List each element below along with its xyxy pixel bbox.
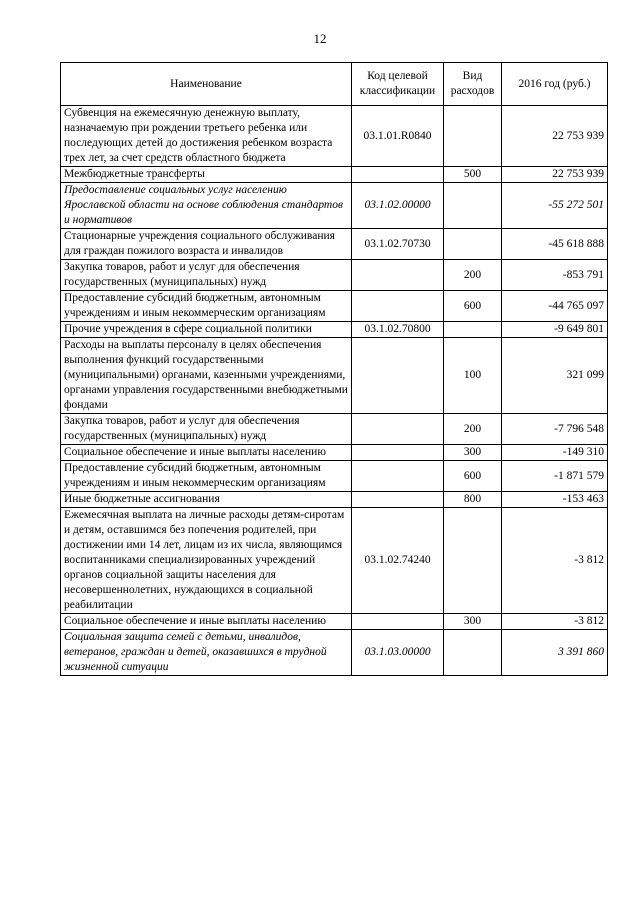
cell-type: 200 — [444, 260, 502, 291]
cell-type — [444, 322, 502, 338]
cell-type — [444, 106, 502, 167]
cell-type: 600 — [444, 291, 502, 322]
table-row — [61, 322, 608, 338]
cell-code: 03.1.03.00000 — [352, 630, 444, 676]
cell-name: Прочие учреждения в сфере социальной политики — [61, 322, 352, 338]
cell-sum: -1 871 579 — [502, 461, 608, 492]
table-row — [61, 461, 608, 492]
cell-code: 03.1.02.70730 — [352, 229, 444, 260]
cell-code — [352, 338, 444, 414]
cell-name: Межбюджетные трансферты — [61, 167, 352, 183]
cell-code: 03.1.02.74240 — [352, 508, 444, 614]
cell-code — [352, 260, 444, 291]
table-header-row — [61, 63, 608, 106]
cell-name: Иные бюджетные ассигнования — [61, 492, 352, 508]
cell-sum: 3 391 860 — [502, 630, 608, 676]
table-row — [61, 183, 608, 229]
cell-type — [444, 508, 502, 614]
table-row — [61, 229, 608, 260]
header-type: Вид расходов — [444, 63, 502, 106]
cell-code: 03.1.02.70800 — [352, 322, 444, 338]
cell-code — [352, 492, 444, 508]
cell-name: Субвенция на ежемесячную денежную выплату, назначаемую при рождении третьего ребенка или последующих детей до достижения ребенком возраста трех лет, за счет средств областного бюджета — [61, 106, 352, 167]
table-row — [61, 106, 608, 167]
cell-name: Закупка товаров, работ и услуг для обеспечения государственных (муниципальных) нужд — [61, 414, 352, 445]
cell-sum: -44 765 097 — [502, 291, 608, 322]
header-name: Наименование — [61, 63, 352, 106]
table-row — [61, 338, 608, 414]
table-row — [61, 414, 608, 445]
table-row — [61, 167, 608, 183]
cell-code — [352, 414, 444, 445]
table-row — [61, 260, 608, 291]
cell-name: Социальное обеспечение и иные выплаты населению — [61, 614, 352, 630]
budget-table — [60, 62, 608, 676]
cell-sum: -45 618 888 — [502, 229, 608, 260]
cell-name: Стационарные учреждения социального обслуживания для граждан пожилого возраста и инвалидов — [61, 229, 352, 260]
cell-code: 03.1.01.R0840 — [352, 106, 444, 167]
cell-sum: -3 812 — [502, 614, 608, 630]
cell-sum: -149 310 — [502, 445, 608, 461]
cell-sum: 321 099 — [502, 338, 608, 414]
cell-name: Ежемесячная выплата на личные расходы детям-сиротам и детям, оставшимся без попечения родителей, при достижении ими 14 лет, лицам из их числа, являющимся воспитанниками специализированных учреждений органов социальной защиты населения для несовершеннолетних, нуждающихся в социальной реабилитации — [61, 508, 352, 614]
cell-type: 100 — [444, 338, 502, 414]
cell-code — [352, 614, 444, 630]
table-row — [61, 630, 608, 676]
page-number: 12 — [313, 31, 327, 46]
cell-code — [352, 291, 444, 322]
table-row — [61, 291, 608, 322]
cell-type — [444, 183, 502, 229]
cell-code — [352, 461, 444, 492]
cell-name: Расходы на выплаты персоналу в целях обеспечения выполнения функций государственными (муниципальными) органами, казенными учреждениями, органами управления государственными внебюджетными фондами — [61, 338, 352, 414]
cell-sum: -9 649 801 — [502, 322, 608, 338]
header-code: Код целевой классификации — [352, 63, 444, 106]
table-row — [61, 445, 608, 461]
cell-name: Предоставление социальных услуг населению Ярославской области на основе соблюдения стандартов и нормативов — [61, 183, 352, 229]
cell-name: Закупка товаров, работ и услуг для обеспечения государственных (муниципальных) нужд — [61, 260, 352, 291]
cell-type: 600 — [444, 461, 502, 492]
cell-sum: -3 812 — [502, 508, 608, 614]
table-row — [61, 614, 608, 630]
cell-sum: 22 753 939 — [502, 106, 608, 167]
cell-code: 03.1.02.00000 — [352, 183, 444, 229]
cell-name: Предоставление субсидий бюджетным, автономным учреждениям и иным некоммерческим организациям — [61, 291, 352, 322]
cell-sum: -153 463 — [502, 492, 608, 508]
cell-sum: 22 753 939 — [502, 167, 608, 183]
cell-name: Социальное обеспечение и иные выплаты населению — [61, 445, 352, 461]
header-sum: 2016 год (руб.) — [502, 63, 608, 106]
cell-sum: -853 791 — [502, 260, 608, 291]
cell-type: 300 — [444, 614, 502, 630]
cell-type: 800 — [444, 492, 502, 508]
cell-name: Предоставление субсидий бюджетным, автономным учреждениям и иным некоммерческим организациям — [61, 461, 352, 492]
cell-code — [352, 445, 444, 461]
cell-type: 500 — [444, 167, 502, 183]
cell-type — [444, 630, 502, 676]
cell-type: 200 — [444, 414, 502, 445]
table-row — [61, 508, 608, 614]
cell-type — [444, 229, 502, 260]
cell-sum: -55 272 501 — [502, 183, 608, 229]
cell-sum: -7 796 548 — [502, 414, 608, 445]
cell-name: Социальная защита семей с детьми, инвалидов, ветеранов, граждан и детей, оказавшихся в трудной жизненной ситуации — [61, 630, 352, 676]
cell-type: 300 — [444, 445, 502, 461]
table-row — [61, 492, 608, 508]
cell-code — [352, 167, 444, 183]
